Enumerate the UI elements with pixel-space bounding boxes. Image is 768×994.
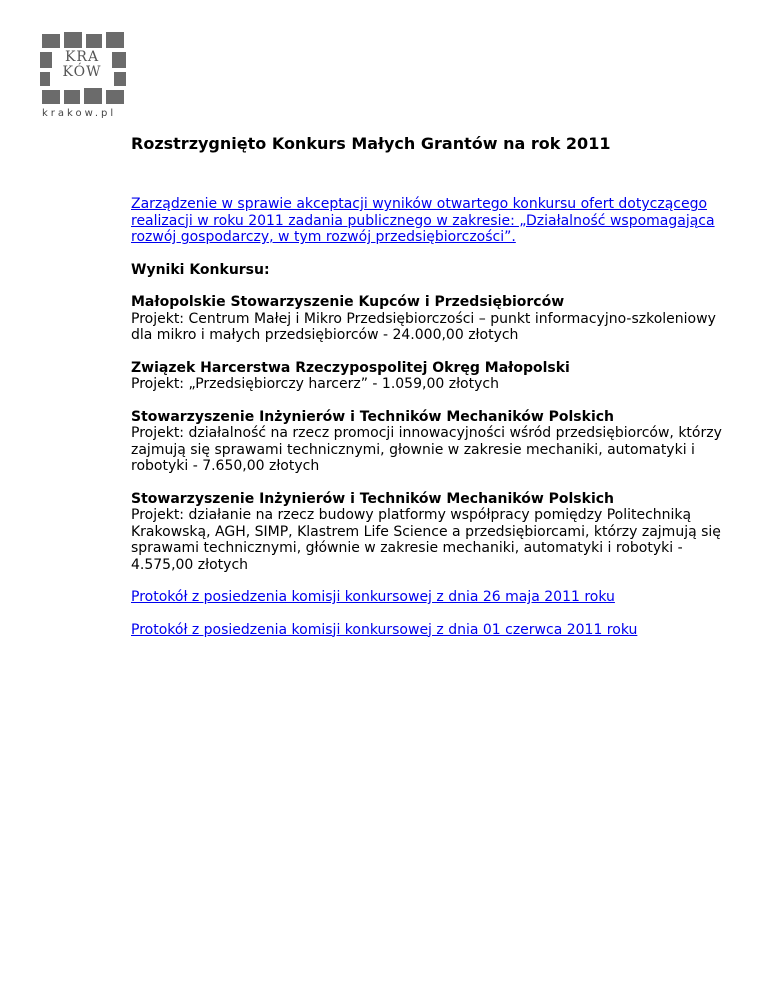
result-project: Projekt: działalność na rzecz promocji innowacyjności wśród przedsiębiorców, którzy zajmują się sprawami technicznymi, głownie w zakresie mechaniki, automatyki i robotyki - 7.650,00 złotych bbox=[131, 425, 722, 474]
result-org: Małopolskie Stowarzyszenie Kupców i Przedsiębiorców bbox=[131, 294, 565, 310]
protocol-link-may[interactable]: Protokół z posiedzenia komisji konkursowej z dnia 26 maja 2011 roku bbox=[131, 589, 615, 605]
result-org: Stowarzyszenie Inżynierów i Techników Mechaników Polskich bbox=[131, 490, 615, 507]
protocol-link-june[interactable]: Protokół z posiedzenia komisji konkursowej z dnia 01 czerwca 2011 roku bbox=[131, 621, 638, 638]
logo-wordmark: KRA KÓW bbox=[62, 49, 102, 80]
page-title: Rozstrzygnięto Konkurs Małych Grantów na rok 2011 bbox=[131, 134, 611, 153]
result-item bbox=[131, 491, 741, 574]
results-heading: Wyniki Konkursu: bbox=[131, 261, 270, 278]
result-item bbox=[131, 409, 741, 475]
result-project: Projekt: Centrum Małej i Mikro Przedsiębiorczości – punkt informacyjno-szkoleniowy dla mikro i małych przedsiębiorców - 24.000,00 złotych bbox=[131, 310, 716, 343]
result-org: Stowarzyszenie Inżynierów i Techników Mechaników Polskich bbox=[131, 408, 615, 425]
result-project: Projekt: „Przedsiębiorczy harcerz” - 1.059,00 złotych bbox=[131, 376, 499, 392]
result-org: Związek Harcerstwa Rzeczypospolitej Okręg Małopolski bbox=[131, 359, 570, 376]
result-item bbox=[131, 294, 741, 344]
krakow-logo bbox=[40, 30, 132, 122]
logo-url-text: krakow.pl bbox=[42, 108, 117, 119]
logo-tiles bbox=[40, 30, 128, 106]
result-project: Projekt: działanie na rzecz budowy platformy współpracy pomiędzy Politechniką Krakowską, AGH, SIMP, Klastrem Life Science a przedsiębiorcami, którzy zajmują się sprawami technicznymi, głównie w zakresie mechaniki, automatyki i robotyki - 4.575,00 złotych bbox=[131, 507, 721, 573]
decree-link[interactable]: Zarządzenie w sprawie akceptacji wyników otwartego konkursu ofert dotyczącego realizacji w roku 2011 zadania publicznego w zakresie: „Działalność wspomagająca rozwój gospodarczy, w tym rozwój przedsiębiorczości”. bbox=[131, 196, 715, 245]
result-item bbox=[131, 360, 741, 393]
article-body bbox=[131, 196, 741, 654]
